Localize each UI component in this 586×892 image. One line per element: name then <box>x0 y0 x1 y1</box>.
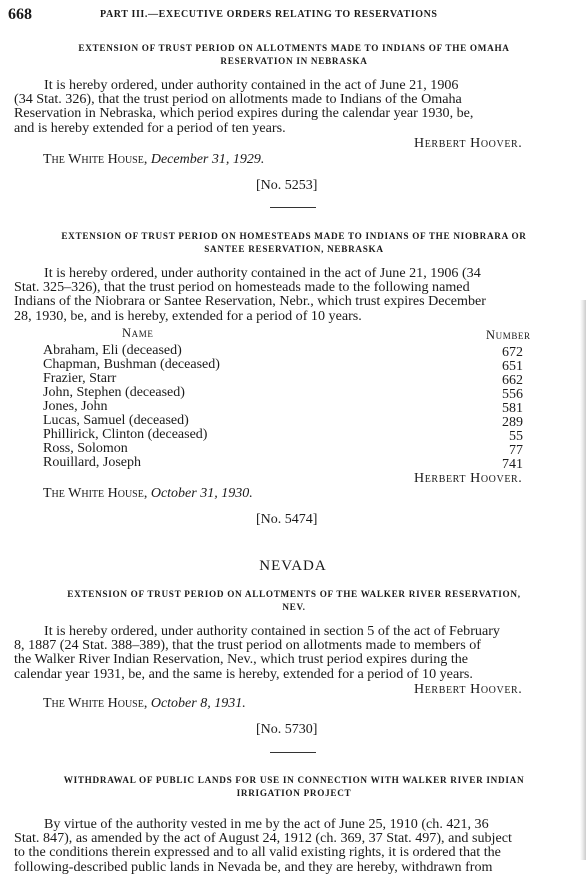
running-head: PART III.—EXECUTIVE ORDERS RELATING TO RESERVATIONS <box>100 9 438 20</box>
white-house-dateline <box>43 696 246 712</box>
text-line: calendar year 1931, be, and the same is hereby, extended for a period of 10 years. <box>14 665 473 682</box>
text-line: 28, 1930, be, and is hereby, extended for a period of 10 years. <box>14 307 362 324</box>
page-number: 668 <box>8 6 32 23</box>
text-line: Reservation in Nebraska, which period expires during the calendar year 1930, be, <box>14 105 474 122</box>
list-item-number: 55 <box>509 429 523 444</box>
list-item-name: Lucas, Samuel (deceased) <box>43 413 189 428</box>
text-line: It is hereby ordered, under authority contained in the act of June 21, 1906 <box>44 77 459 93</box>
white-house-label: The White House, <box>43 152 148 167</box>
heading-line: EXTENSION OF TRUST PERIOD ON HOMESTEADS MADE TO INDIANS OF THE NIOBRARA OR <box>61 231 527 241</box>
order-text-walker-river <box>14 624 570 681</box>
heading-line: IRRIGATION PROJECT <box>236 788 352 798</box>
text-line: the Walker River Indian Reservation, Nev., which trust period expires during the <box>14 651 469 668</box>
list-item-number: 77 <box>509 443 523 458</box>
list-item-name: Phillirick, Clinton (deceased) <box>43 427 208 442</box>
white-house-label: The White House, <box>43 696 148 711</box>
white-house-dateline <box>43 486 253 502</box>
heading-line: NEV. <box>282 602 306 612</box>
order-text-niobrara <box>14 266 570 323</box>
list-item-name: Abraham, Eli (deceased) <box>43 343 182 358</box>
text-line: and is hereby extended for a period of ten years. <box>14 119 286 136</box>
section-heading-walker-river <box>14 588 574 614</box>
text-line: Stat. 325–326), that the trust period on homesteads made to the following named <box>14 279 470 296</box>
heading-line: EXTENSION OF TRUST PERIOD ON ALLOTMENTS MADE TO INDIANS OF THE OMAHA <box>78 43 510 53</box>
section-divider <box>270 752 316 753</box>
order-date: December 31, 1929. <box>150 152 265 167</box>
text-line: 8, 1887 (24 Stat. 388–389), that the trust period on allotments made to members of <box>14 637 481 654</box>
page-edge-shadow <box>580 300 586 860</box>
heading-line: SANTEE RESERVATION, NEBRASKA <box>204 244 384 254</box>
white-house-label: The White House, <box>43 486 148 501</box>
text-line: to the conditions therein expressed and to all valid existing rights, it is ordered that the <box>14 844 501 861</box>
order-text-irrigation <box>14 817 570 874</box>
text-line: It is hereby ordered, under authority contained in the act of June 21, 1906 (34 <box>44 265 481 281</box>
list-item-name: Frazier, Starr <box>43 371 117 386</box>
heading-line: RESERVATION IN NEBRASKA <box>220 56 368 66</box>
list-item-number: 672 <box>502 345 523 360</box>
column-header-number: Number <box>486 328 531 342</box>
signature: Herbert Hoover. <box>414 471 523 486</box>
list-item-number: 662 <box>502 373 523 388</box>
list-item-name: John, Stephen (deceased) <box>43 385 185 400</box>
section-divider <box>270 207 316 208</box>
section-heading-irrigation <box>14 774 574 800</box>
order-date: October 31, 1930. <box>150 486 253 501</box>
text-line: (34 Stat. 326), that the trust period on allotments made to Indians of the Omaha <box>14 91 462 108</box>
list-item-number: 289 <box>502 415 523 430</box>
heading-line: WITHDRAWAL OF PUBLIC LANDS FOR USE IN CONNECTION WITH WALKER RIVER INDIAN <box>63 775 525 785</box>
text-line: Stat. 847), as amended by the act of August 24, 1912 (ch. 369, 37 Stat. 497), and subject <box>14 830 512 847</box>
text-line: By virtue of the authority vested in me by the act of June 25, 1910 (ch. 421, 36 <box>44 816 489 832</box>
column-header-name: Name <box>122 326 154 340</box>
list-item-number: 556 <box>502 387 523 402</box>
heading-line: EXTENSION OF TRUST PERIOD ON ALLOTMENTS OF THE WALKER RIVER RESERVATION, <box>67 589 521 599</box>
text-line: following-described public lands in Nevada be, and they are hereby, withdrawn from <box>14 858 493 875</box>
signature: Herbert Hoover. <box>414 682 523 697</box>
list-item-name: Jones, John <box>43 399 108 414</box>
order-number: [No. 5474] <box>256 512 318 527</box>
text-line: It is hereby ordered, under authority contained in section 5 of the act of February <box>44 623 500 639</box>
list-item-name: Rouillard, Joseph <box>43 455 141 470</box>
section-heading-niobrara <box>14 230 574 256</box>
text-line: Indians of the Niobrara or Santee Reservation, Nebr., which trust expires December <box>14 293 486 310</box>
list-item-name: Ross, Solomon <box>43 441 128 456</box>
state-heading: NEVADA <box>259 558 327 574</box>
list-item-name: Chapman, Bushman (deceased) <box>43 357 220 372</box>
section-heading-omaha <box>14 42 574 68</box>
list-item-number: 581 <box>502 401 523 416</box>
order-date: October 8, 1931. <box>150 696 246 711</box>
order-number: [No. 5253] <box>256 178 318 193</box>
order-number: [No. 5730] <box>256 722 318 737</box>
signature: Herbert Hoover. <box>414 136 523 151</box>
white-house-dateline <box>43 152 264 168</box>
order-text-omaha <box>14 78 570 135</box>
list-item-number: 651 <box>502 359 523 374</box>
list-item-number: 741 <box>502 457 523 472</box>
